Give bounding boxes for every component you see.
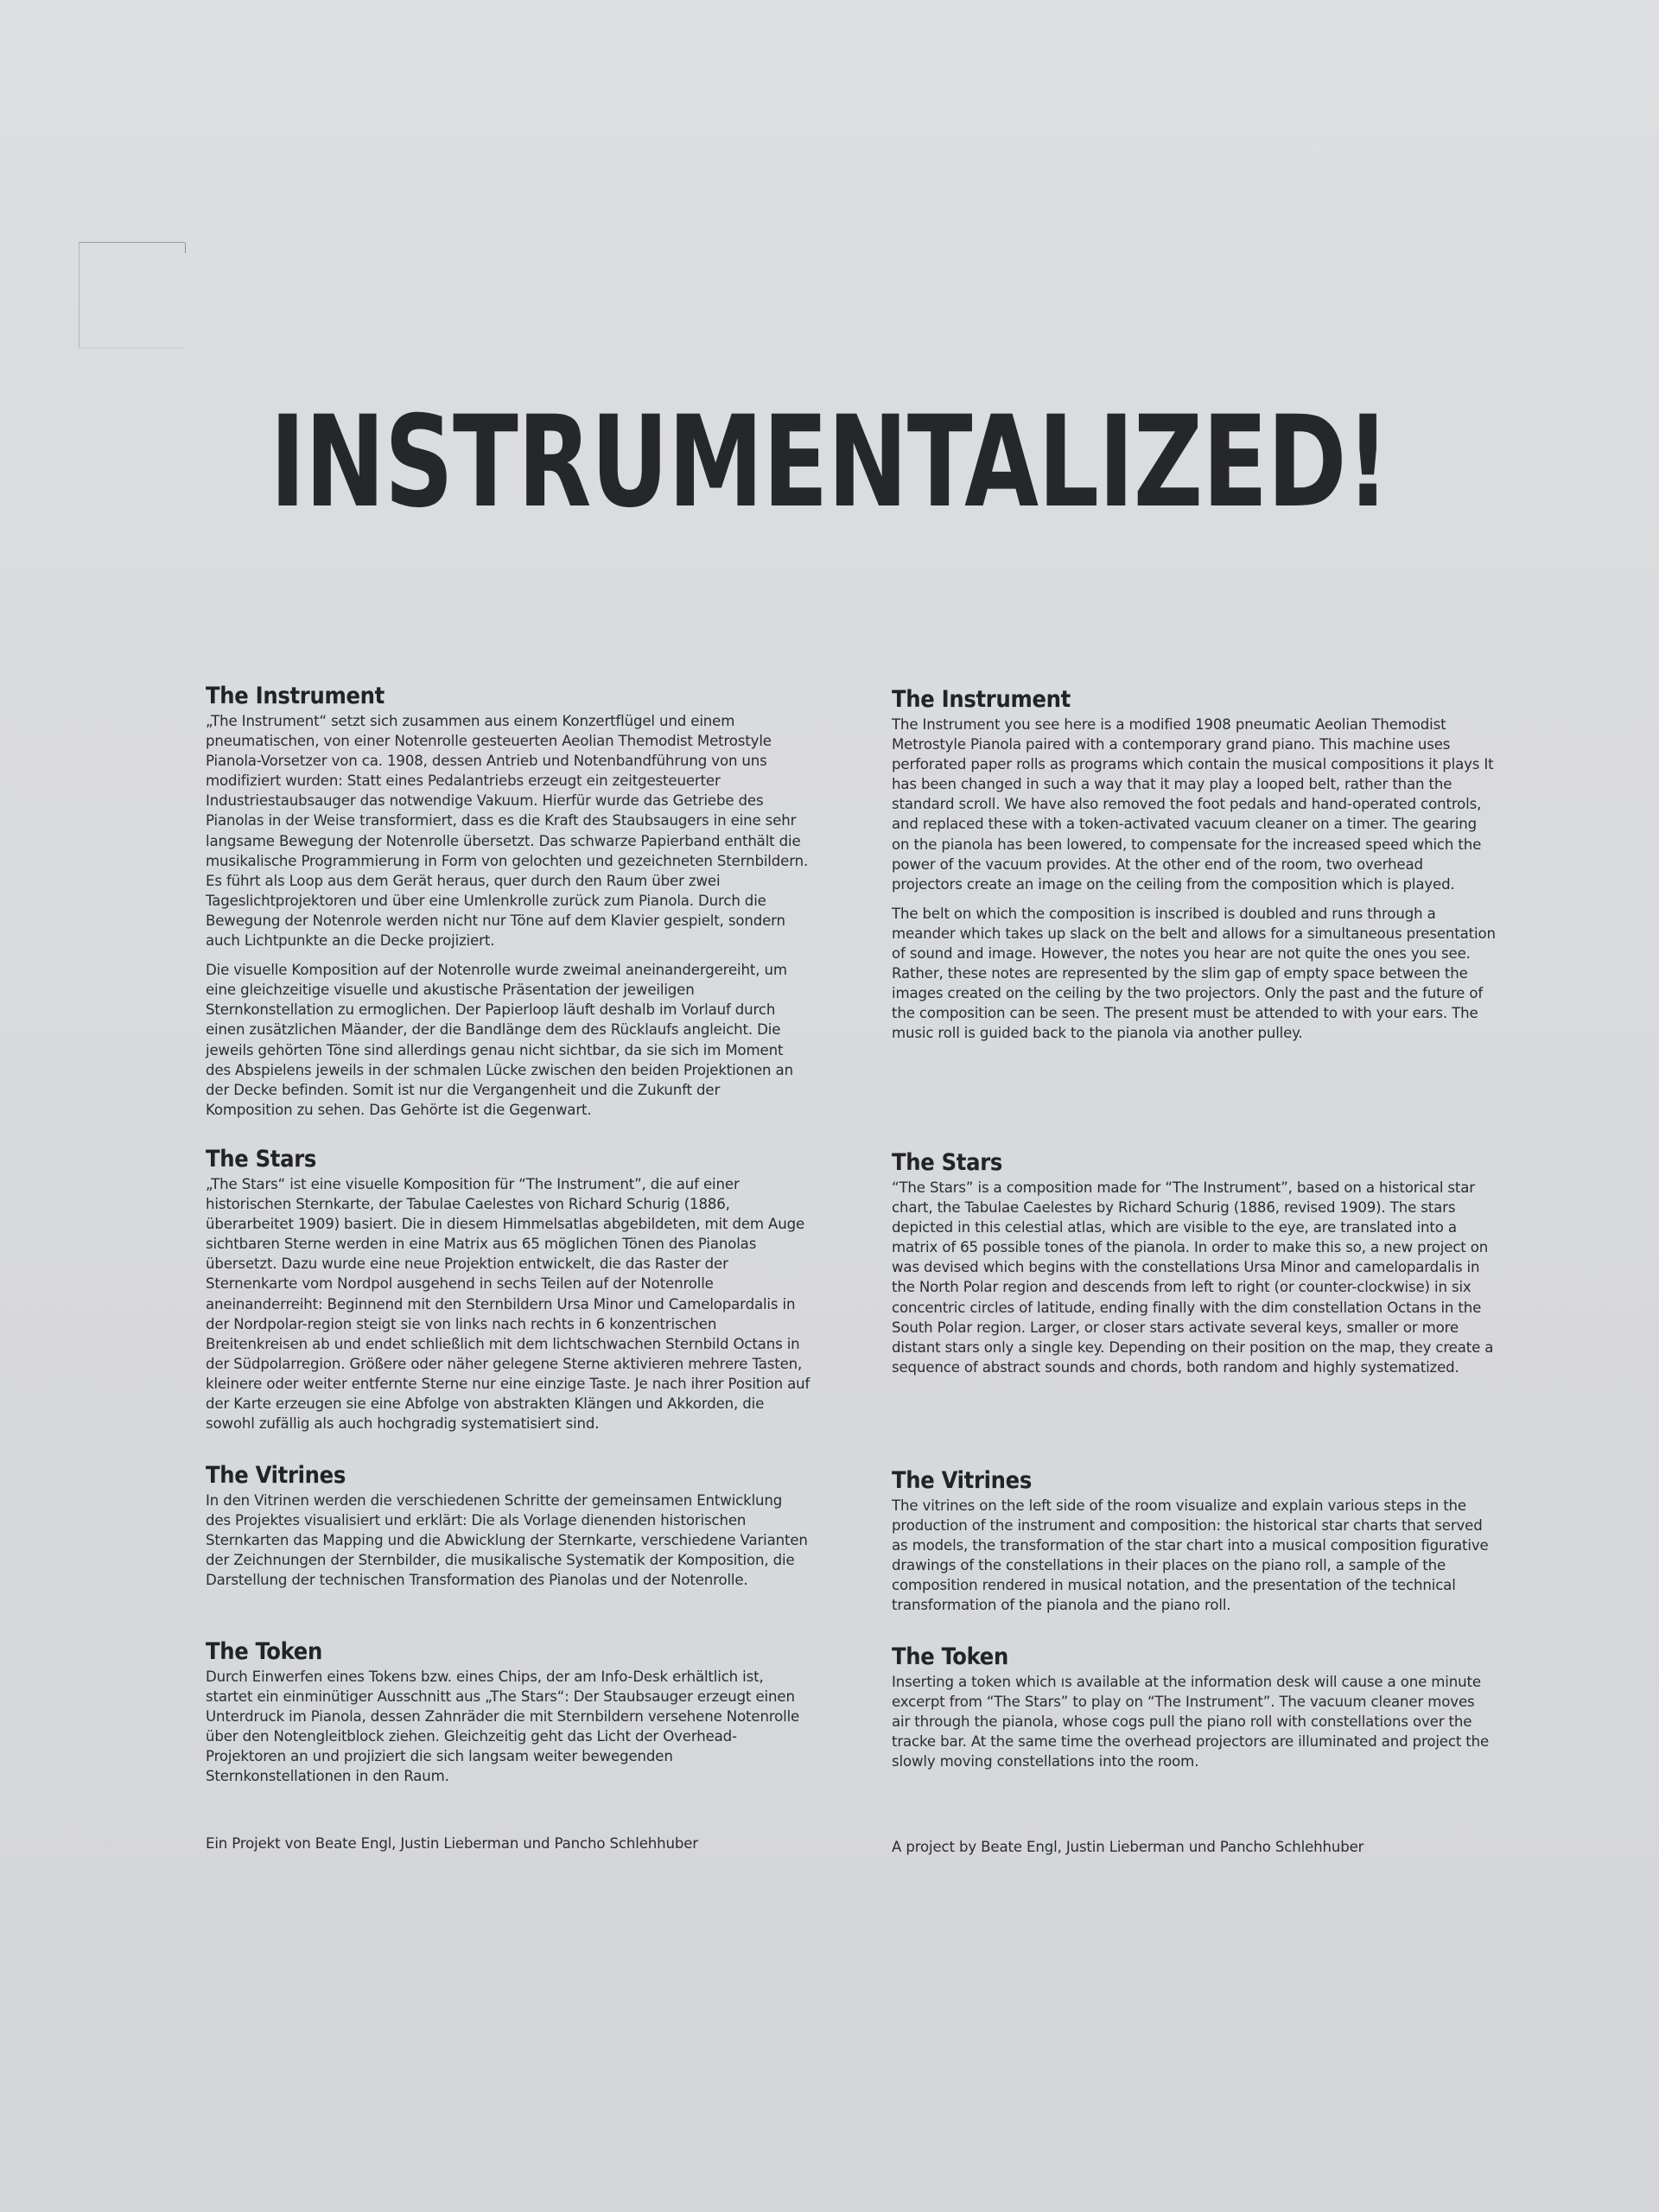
en-paragraph: Inserting a token which ıs available at the information desk will cause a one minute excerpt from “The Stars” to play on “The Instrument”. The vacuum cleaner moves air through the pianola, whose cogs pull the piano roll with constellations over the tracke bar. At the same time the overhead projectors are illuminated and project the slowly moving constellations into the room. <box>892 1674 1490 1770</box>
en-heading-token: The Token <box>892 1643 1008 1670</box>
de-paragraph: In den Vitrinen werden die verschiedenen Schritte der gemeinsamen Entwicklung des Projektes visualisiert und erklärt: Die als Vorlage dienenden historischen Sternkarten das Mapping und die Abwicklung der Sternkarte, verschiedene Varianten der Zeichnungen der Sternbilder, die musikalische Systematik der Komposition, die Darstellung der technischen Transformation des Pianolas und der Notenrolle. <box>206 1492 808 1589</box>
en-paragraph: The Instrument you see here is a modified 1908 pneumatic Aeolian Themodist Metrostyle Pianola paired with a contemporary grand piano. This machine uses perforated paper rolls as programs which contain the musical compositions it plays It has been changed in such a way that it may play a looped belt, rather than the standard scroll. We have also removed the foot pedals and hand-operated controls, and replaced these with a token-activated vacuum cleaner on a timer. The gearing on the pianola has been lowered, to compensate for the increased speed which the power of the vacuum provides. At the other end of the room, two overhead projectors create an image on the ceiling from the composition which is played. <box>892 716 1494 893</box>
de-credit-line: Ein Projekt von Beate Engl, Justin Lieberman und Pancho Schlehhuber <box>206 1835 698 1852</box>
en-credit-line: A project by Beate Engl, Justin Lieberman und Pancho Schlehhuber <box>892 1839 1364 1855</box>
en-section-token <box>892 1643 1497 1781</box>
en-paragraph: The vitrines on the left side of the room visualize and explain various steps in the production of the instrument and composition: the historical star charts that served as models, the transformation of the star chart into a musical composition figurative drawings of the constellations in their places on the piano roll, a sample of the composition rendered in musical notation, and the presentation of the technical transformation of the pianola and the piano roll. <box>892 1497 1489 1614</box>
en-section-vitrines <box>892 1467 1497 1625</box>
de-heading-vitrines: The Vitrines <box>206 1462 346 1489</box>
de-paragraph: „The Stars“ ist eine visuelle Komposition für “The Instrument”, die auf einer historischen Sternkarte, der Tabulae Caelestes von Richard Schurig (1886, überarbeitet 1909) basiert. Die in diesem Himmelsatlas abgebildeten, mit dem Auge sichtbaren Sterne werden in eine Matrix aus 65 möglichen Tönen des Pianolas übersetzt. Dazu wurde eine neue Projektion entwickelt, die das Raster der Sternenkarte vom Nordpol ausgehend in sechs Teilen auf der Notenrolle aneinanderreiht: Beginnend mit den Sternbildern Ursa Minor und Camelopardalis in der Nordpolar-region steigt sie von links nach rechts in 6 konzentrischen Breitenkreisen ab und endet schließlich mit dem lichtschwachen Sternbild Octans in der Südpolarregion. Größere oder näher gelegene Sterne aktivieren mehrere Tasten, kleinere oder weiter entfernte Sterne nur eine einzige Taste. Je nach ihrer Position auf der Karte erzeugen sie eine Abfolge von abstrakten Klängen und Akkorden, die sowohl zufällig als auch hochgradig systematisiert sind. <box>206 1176 810 1433</box>
en-section-stars <box>892 1149 1497 1387</box>
de-paragraph: Durch Einwerfen eines Tokens bzw. eines Chips, der am Info-Desk erhältlich ist, startet ein einminütiger Ausschnitt aus „The Stars“: Der Staubsauger erzeugt einen Unterdruck im Pianola, dessen Zahnräder die mit Sternbildern versehene Notenrolle über den Notengleitblock ziehen. Gleichzeitig geht das Licht der Overhead-Projektoren an und projiziert die sich langsam weiter bewegenden Sternkonstellationen in den Raum. <box>206 1669 800 1785</box>
en-heading-stars: The Stars <box>892 1149 1003 1176</box>
de-paragraph: Die visuelle Komposition auf der Notenrolle wurde zweimal aneinandergereiht, um eine gleichzeitige visuelle und akustische Präsentation der jeweiligen Sternkonstellation zu ermoglichen. Der Papierloop läuft deshalb im Vorlauf durch einen zusätzlichen Mäander, der die Bandlänge dem des Rücklaufs angleicht. Die jeweils gehörten Töne sind allerdings genau nicht sichtbar, da sie sich im Moment des Abspielens jeweils in der schmalen Lücke zwischen den beiden Projektionen an der Decke befinden. Somit ist nur die Vergangenheit und die Zukunft der Komposition zu sehen. Das Gehörte ist die Gegenwart. <box>206 962 793 1118</box>
de-section-vitrines <box>206 1462 810 1599</box>
exhibition-title: INSTRUMENTALIZED! <box>270 389 1389 536</box>
english-text-column <box>892 686 1497 1861</box>
german-text-column <box>206 683 810 1858</box>
en-paragraph: The belt on which the composition is inscribed is doubled and runs through a meander which takes up slack on the belt and allows for a simultaneous presentation of sound and image. However, the notes you hear are not quite the ones you see. Rather, these notes are represented by the slim gap of empty space between the images created on the ceiling by the two projectors. Only the past and the future of the composition can be seen. The present must be attended to with your ears. The music roll is guided back to the pianola via another pulley. <box>892 905 1496 1042</box>
de-section-instrument <box>206 683 810 1129</box>
wall-frame-outline <box>79 242 185 348</box>
en-section-instrument <box>892 686 1497 1053</box>
en-heading-vitrines: The Vitrines <box>892 1467 1032 1494</box>
en-heading-instrument: The Instrument <box>892 686 1071 713</box>
de-heading-stars: The Stars <box>206 1146 317 1173</box>
de-section-stars <box>206 1146 810 1443</box>
de-heading-token: The Token <box>206 1638 322 1665</box>
de-section-token <box>206 1638 810 1796</box>
de-heading-instrument: The Instrument <box>206 683 385 709</box>
en-paragraph: “The Stars” is a composition made for “The Instrument”, based on a historical star chart, the Tabulae Caelestes by Richard Schurig (1886, revised 1909). The stars depicted in this celestial atlas, which are visible to the eye, are translated into a matrix of 65 possible tones of the pianola. In order to make this so, a new project on was devised which begins with the constellations Ursa Minor and camelopardalis in the North Polar region and descends from left to right (or counter-clockwise) in six concentric circles of latitude, ending finally with the dim constellation Octans in the South Polar region. Larger, or closer stars activate several keys, smaller or more distant stars only a single key. Depending on their position on the map, they create a sequence of abstract sounds and chords, both random and highly systematized. <box>892 1179 1494 1376</box>
de-paragraph: „The Instrument“ setzt sich zusammen aus einem Konzertflügel und einem pneumatischen, von einer Notenrolle gesteuerten Aeolian Themodist Metrostyle Pianola-Vorsetzer von ca. 1908, dessen Antrieb und Notenbandführung von uns modifiziert wurden: Statt eines Pedalantriebs erzeugt ein zeitgesteuerter Industriestaubsauger das notwendige Vakuum. Hierfür wurde das Getriebe des Pianolas in der Weise transformiert, dass es die Kraft des Staubsaugers in eine sehr langsame Bewegung der Notenrolle übersetzt. Das schwarze Papierband enthält die musikalische Programmierung in Form von gelochten und gezeichneten Sternbildern. Es führt als Loop aus dem Gerät heraus, quer durch den Raum über zwei Tageslichtprojektoren und über eine Umlenkrolle zurück zum Pianola. Durch die Bewegung der Notenrole werden nicht nur Töne auf dem Klavier gespielt, sondern auch Lichtpunkte an die Decke projiziert. <box>206 713 809 950</box>
